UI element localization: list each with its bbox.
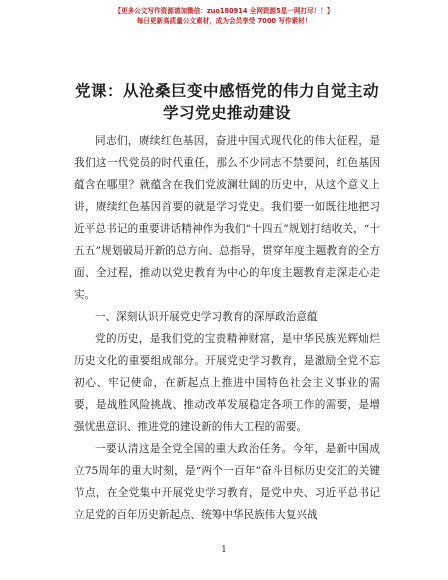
document-title: 党课：从沧桑巨变中感悟党的伟力自觉主动学习党史推动建设 <box>74 82 379 122</box>
promo-banner-line1: 【更多公文写作资源请加微信：zuo180914 全网资源5星一网打尽！！】 <box>114 7 334 15</box>
section-heading: 一、深刻认识开展党史学习教育的深厚政治意蕴 <box>95 311 318 323</box>
document-body <box>74 80 380 526</box>
page-number: 1 <box>221 545 227 555</box>
section-paragraph: 一要认清这是全党全国的重大政治任务。今年，是新中国成立75周年的重大时刻，是“两个一百年”奋斗目标历史交汇的关键节点，在全党集中开展党史学习教育，是党中央、习近平总书记立足党的百年历史新起点、统筹中华民族伟大复兴战 <box>74 443 380 521</box>
section-paragraph: 党的历史，是我们党的宝贵精神财富，是中华民族光辉灿烂历史文化的重要组成部分。开展党史学习教育，是激励全党不忘初心、牢记使命，在新起点上推进中国特色社会主义事业的需要，是战胜风险挑战、推动改革发展稳定各项工作的需要，是增强忧患意识、推进党的建设新的伟大工程的需要。 <box>74 333 380 433</box>
promo-banner <box>0 6 448 26</box>
intro-paragraph: 同志们，赓续红色基因，奋进中国式现代化的伟大征程，是我们这一代党员的时代重任，那么不少同志不禁要问，红色基因蕴含在哪里？就蕴含在我们党波澜壮阔的历史中，从这个意义上讲，赓续红色基因首要的就是学习党史。我们要一如既往地把习近平总书记的重要讲话精神作为我们“十四五”规划打结收关，“十五五”规划破局开新的总方向、总指导，贯穿年度主题教育的全方面、全过程，推动以党史教育为中心的年度主题教育走深走心走实。 <box>74 135 380 301</box>
promo-banner-line2: 每日更新高质量公文素材，成为会员享受 7000 写作素材！ <box>136 17 312 25</box>
